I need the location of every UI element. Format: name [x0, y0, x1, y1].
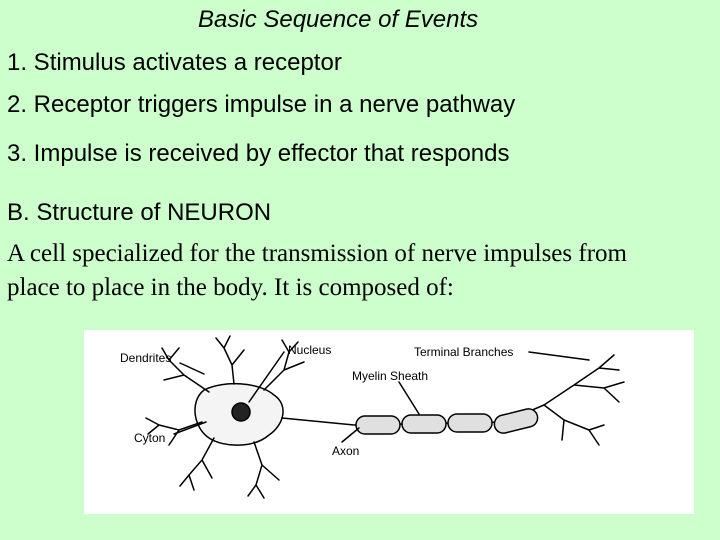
dendrite	[248, 442, 279, 498]
nucleus-shape	[232, 403, 250, 421]
myelin-segment	[448, 414, 492, 432]
section-heading: B. Structure of NEURON	[7, 199, 272, 226]
label-dendrites: Dendrites	[120, 351, 172, 365]
myelin-segment	[356, 416, 400, 434]
slide-title: Basic Sequence of Events	[198, 6, 479, 33]
neuron-illustration	[84, 330, 694, 514]
arrow-axon	[342, 428, 359, 442]
paragraph-line-2: place to place in the body. It is composed of:	[7, 274, 454, 301]
neuron-diagram	[84, 330, 694, 514]
myelin-segment	[402, 415, 446, 433]
step-3: 3. Impulse is received by effector that responds	[7, 140, 510, 167]
myelin-segment	[492, 407, 539, 435]
label-axon: Axon	[332, 444, 360, 458]
arrow-terminal	[529, 352, 589, 360]
label-cyton: Cyton	[134, 431, 166, 445]
step-1: 1. Stimulus activates a receptor	[7, 49, 342, 76]
arrow-dendrites	[180, 363, 204, 374]
label-terminal-branches: Terminal Branches	[414, 345, 514, 359]
terminal-branch	[544, 405, 604, 445]
arrow-myelin	[399, 382, 419, 414]
terminal-branch	[544, 355, 624, 405]
label-myelin-sheath: Myelin Sheath	[352, 369, 429, 383]
dendrite	[216, 336, 244, 384]
step-2: 2. Receptor triggers impulse in a nerve pathway	[7, 91, 516, 118]
label-nucleus: Nucleus	[288, 343, 332, 357]
dendrite	[180, 438, 214, 490]
paragraph-line-1: A cell specialized for the transmission of nerve impulses from	[7, 240, 627, 267]
